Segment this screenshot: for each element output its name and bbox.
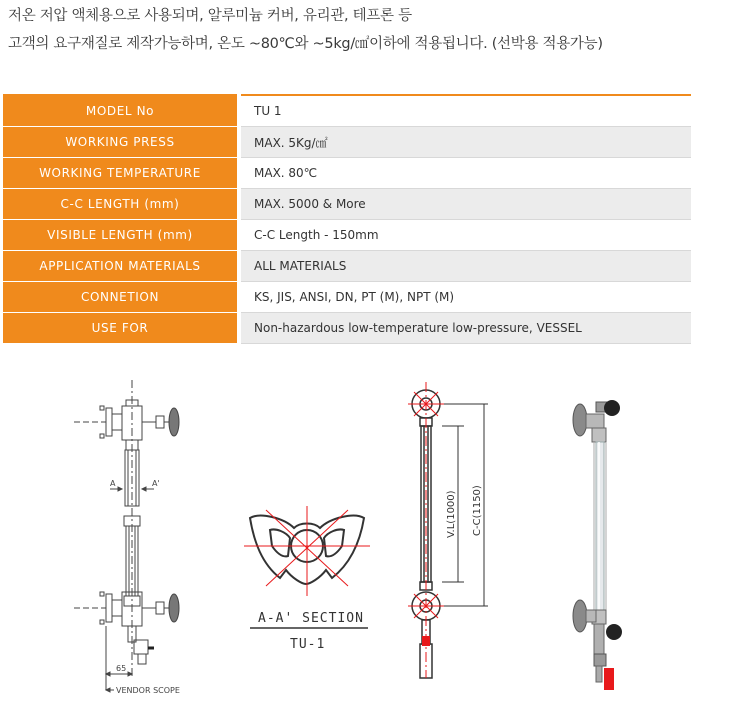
- product-image: [556, 392, 646, 692]
- spec-value: MAX. 5000 & More: [241, 189, 691, 220]
- dimension-65: 65: [116, 664, 127, 673]
- intro-line-2: 고객의 요구재질로 제작가능하며, 온도 ~80℃와 ~5kg/㎠이하에 적용됩니다. (선박용 적용가능): [8, 36, 603, 52]
- spec-label: VISIBLE LENGTH (mm): [3, 220, 237, 251]
- spec-row: [3, 95, 691, 127]
- spec-row: [3, 158, 691, 189]
- spec-label: USE FOR: [3, 313, 237, 344]
- spec-table: [3, 94, 691, 344]
- spec-label: MODEL No: [3, 95, 237, 127]
- spec-value: C-C Length - 150mm: [241, 220, 691, 251]
- spec-value: MAX. 80℃: [241, 158, 691, 189]
- spec-row: [3, 127, 691, 158]
- spec-value: Non-hazardous low-temperature low-pressure, VESSEL: [241, 313, 691, 344]
- section-mark-a-prime: A': [152, 479, 160, 488]
- section-drawing: [236, 500, 378, 660]
- section-mark-a: A: [110, 479, 116, 488]
- section-title: A-A' SECTION: [258, 611, 364, 626]
- spec-label: CONNETION: [3, 282, 237, 313]
- spec-value: TU 1: [241, 95, 691, 127]
- spec-label: WORKING TEMPERATURE: [3, 158, 237, 189]
- spec-label: APPLICATION MATERIALS: [3, 251, 237, 282]
- side-view-drawing: [402, 378, 498, 688]
- vendor-scope-label: VENDOR SCOPE: [116, 686, 180, 695]
- cc-length-label: C-C(1150): [472, 485, 483, 536]
- spec-label: C-C LENGTH (mm): [3, 189, 237, 220]
- spec-value: MAX. 5Kg/㎠: [241, 127, 691, 158]
- elevation-drawing: [70, 378, 240, 702]
- model-label: TU-1: [290, 637, 326, 652]
- spec-value: ALL MATERIALS: [241, 251, 691, 282]
- spec-row: [3, 313, 691, 344]
- spec-value: KS, JIS, ANSI, DN, PT (M), NPT (M): [241, 282, 691, 313]
- visible-length-label: V.L(1000): [446, 490, 457, 538]
- spec-label: WORKING PRESS: [3, 127, 237, 158]
- intro-text: [8, 2, 603, 58]
- spec-row: [3, 220, 691, 251]
- spec-row: [3, 282, 691, 313]
- spec-row: [3, 189, 691, 220]
- intro-line-1: 저온 저압 액체용으로 사용되며, 알루미늄 커버, 유리관, 테프론 등: [8, 8, 412, 24]
- spec-row: [3, 251, 691, 282]
